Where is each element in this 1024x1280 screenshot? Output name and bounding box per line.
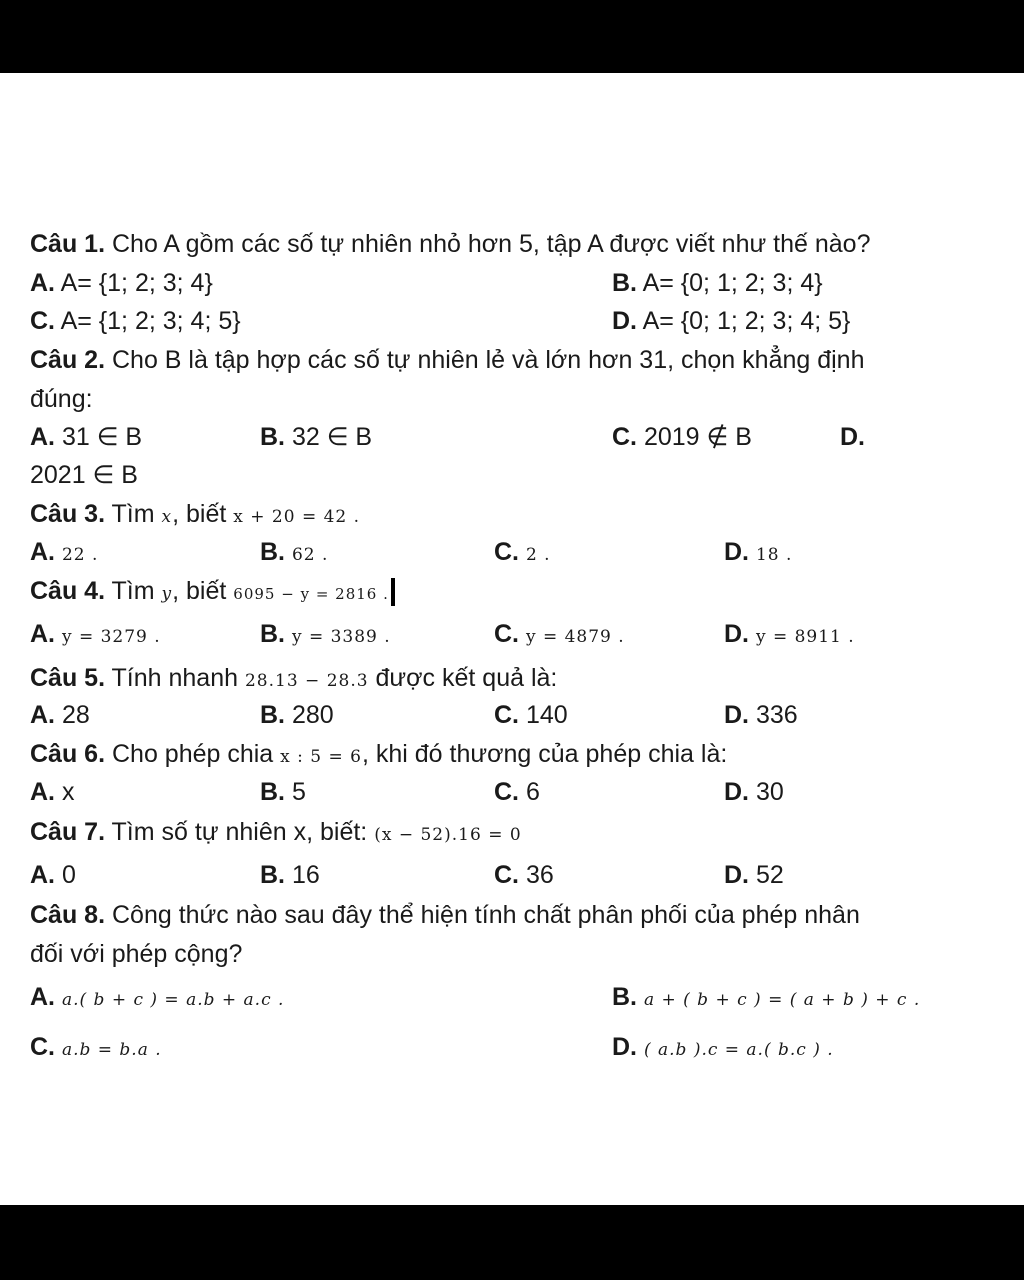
option-text: a.b = b.a . [61, 1040, 162, 1060]
option-2d-text [30, 460, 138, 490]
option-5d [724, 700, 798, 730]
text-cursor [391, 578, 395, 606]
question-3 [30, 499, 360, 532]
option-text: 5 [291, 778, 306, 806]
option-letter: C. [30, 307, 55, 335]
question-text: được kết quả là: [375, 664, 558, 692]
question-2 [30, 345, 865, 375]
option-1b [612, 268, 823, 298]
option-letter: D. [612, 307, 637, 335]
option-text: 6 [525, 778, 540, 806]
option-text: 32 ∈ B [291, 423, 373, 451]
option-text: 22 . [61, 545, 99, 565]
option-letter: B. [260, 778, 285, 806]
option-letter: C. [30, 1033, 55, 1061]
option-3b [260, 537, 328, 570]
question-label: Câu 5. [30, 664, 106, 692]
option-8a [30, 982, 284, 1015]
option-letter: D. [724, 778, 749, 806]
option-8b [612, 982, 920, 1015]
question-6 [30, 739, 727, 772]
option-text: y = 3389 . [291, 627, 391, 647]
option-letter: D. [612, 1033, 637, 1061]
option-2b [260, 422, 372, 452]
option-text: y = 3279 . [61, 627, 161, 647]
question-text: Tìm số tự nhiên x, biết: [111, 818, 368, 846]
option-text: 2021 ∈ B [30, 461, 138, 489]
option-3d [724, 537, 792, 570]
question-text: Cho A gồm các số tự nhiên nhỏ hơn 5, tập A được viết như thế nào? [111, 230, 871, 258]
question-text: , khi đó thương của phép chia là: [361, 740, 728, 768]
option-4c [494, 619, 625, 652]
question-label: Câu 4. [30, 577, 106, 605]
question-label: Câu 1. [30, 230, 106, 258]
option-text: 52 [755, 861, 784, 889]
option-4b [260, 619, 391, 652]
question-text: Cho B là tập hợp các số tự nhiên lẻ và lớn hơn 31, chọn khẳng định [111, 346, 865, 374]
question-4 [30, 576, 395, 609]
option-5c [494, 700, 568, 730]
option-7a [30, 860, 76, 890]
question-text: Công thức nào sau đây thể hiện tính chất phân phối của phép nhân [111, 901, 860, 929]
option-letter: C. [494, 538, 519, 566]
question-2-continued [30, 384, 93, 414]
option-text: a + ( b + c ) = ( a + b ) + c . [643, 990, 921, 1010]
option-6d [724, 777, 784, 807]
variable: y [161, 584, 173, 604]
option-letter: A. [30, 269, 55, 297]
question-label: Câu 2. [30, 346, 106, 374]
option-text: 336 [755, 701, 798, 729]
math-expression: x : 5 = 6 [280, 747, 362, 767]
question-text: Tìm [111, 577, 155, 605]
question-1 [30, 229, 870, 259]
document-page [0, 73, 1024, 1205]
question-label: Câu 6. [30, 740, 106, 768]
option-6b [260, 777, 306, 807]
option-8d [612, 1032, 834, 1065]
option-text: 31 ∈ B [61, 423, 143, 451]
option-letter: B. [260, 538, 285, 566]
option-1d [612, 306, 850, 336]
question-8-continued [30, 939, 242, 969]
option-letter: A. [30, 538, 55, 566]
option-1a [30, 268, 213, 298]
question-5 [30, 663, 557, 696]
option-letter: A. [30, 778, 55, 806]
option-letter: B. [260, 701, 285, 729]
option-text: 28 [61, 701, 90, 729]
option-letter: B. [260, 423, 285, 451]
option-2d-letter [840, 422, 865, 452]
question-text: Cho phép chia [111, 740, 274, 768]
question-7 [30, 817, 522, 850]
option-8c [30, 1032, 162, 1065]
option-text: 18 . [755, 545, 793, 565]
option-text: 0 [61, 861, 76, 889]
option-4a [30, 619, 161, 652]
option-text: 30 [755, 778, 784, 806]
option-letter: A. [30, 423, 55, 451]
math-expression: (x − 52).16 = 0 [374, 825, 522, 845]
option-text: 140 [525, 701, 568, 729]
question-text: Tìm [111, 500, 155, 528]
option-text: 16 [291, 861, 320, 889]
option-letter: C. [494, 778, 519, 806]
option-5b [260, 700, 334, 730]
question-text: đối với phép cộng? [30, 940, 243, 968]
option-letter: B. [612, 269, 637, 297]
question-label: Câu 7. [30, 818, 106, 846]
option-6c [494, 777, 540, 807]
option-letter: C. [494, 861, 519, 889]
option-5a [30, 700, 90, 730]
option-text: 2 . [525, 545, 551, 565]
option-text: x [61, 778, 75, 806]
option-text: A= {1; 2; 3; 4; 5} [60, 307, 241, 335]
option-letter: A. [30, 620, 55, 648]
question-text: , biết [172, 577, 227, 605]
math-expression: 28.13 − 28.3 [244, 671, 369, 691]
option-text: 2019 ∉ B [643, 423, 752, 451]
option-2a [30, 422, 142, 452]
option-text: y = 8911 . [755, 627, 855, 647]
option-letter: D. [724, 861, 749, 889]
option-7d [724, 860, 784, 890]
option-text: 62 . [291, 545, 329, 565]
option-text: A= {0; 1; 2; 3; 4} [642, 269, 823, 297]
variable: x [161, 507, 173, 527]
option-letter: C. [612, 423, 637, 451]
option-7b [260, 860, 320, 890]
option-6a [30, 777, 74, 807]
option-text: a.( b + c ) = a.b + a.c . [61, 990, 285, 1010]
option-letter: C. [494, 701, 519, 729]
question-label: Câu 8. [30, 901, 106, 929]
option-letter: A. [30, 861, 55, 889]
option-4d [724, 619, 855, 652]
math-expression: x + 20 = 42 . [233, 507, 361, 527]
option-letter: B. [612, 983, 637, 1011]
option-text: y = 4879 . [525, 627, 625, 647]
option-7c [494, 860, 554, 890]
question-8 [30, 900, 860, 930]
option-text: A= {0; 1; 2; 3; 4; 5} [642, 307, 851, 335]
option-2c [612, 422, 752, 452]
option-letter: D. [840, 423, 865, 451]
option-letter: C. [494, 620, 519, 648]
math-expression: 6095 − y = 2816 . [233, 585, 389, 603]
option-3a [30, 537, 98, 570]
option-letter: D. [724, 620, 749, 648]
option-letter: D. [724, 538, 749, 566]
option-3c [494, 537, 551, 570]
option-letter: A. [30, 701, 55, 729]
option-letter: B. [260, 861, 285, 889]
option-text: ( a.b ).c = a.( b.c ) . [643, 1040, 834, 1060]
option-1c [30, 306, 241, 336]
option-letter: B. [260, 620, 285, 648]
question-text: , biết [172, 500, 227, 528]
question-label: Câu 3. [30, 500, 106, 528]
question-text: Tính nhanh [111, 664, 239, 692]
option-letter: D. [724, 701, 749, 729]
option-text: 36 [525, 861, 554, 889]
question-text: đúng: [30, 385, 93, 413]
option-letter: A. [30, 983, 55, 1011]
option-text: A= {1; 2; 3; 4} [60, 269, 213, 297]
option-text: 280 [291, 701, 334, 729]
